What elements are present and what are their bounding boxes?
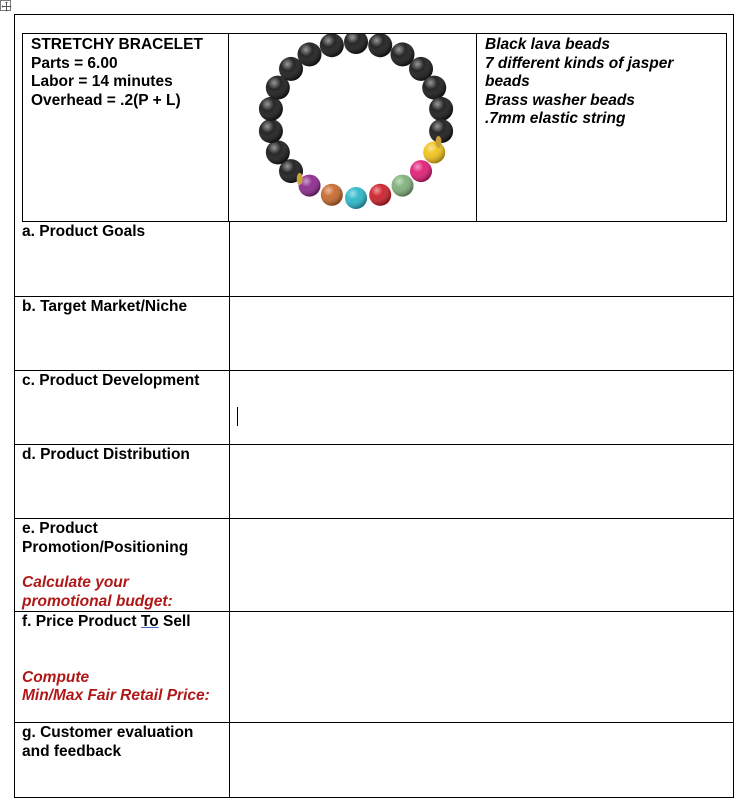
product-name: STRETCHY BRACELET — [31, 36, 203, 53]
material-item: Black lava beads — [485, 36, 610, 53]
labor-time: Labor = 14 minutes — [31, 73, 173, 91]
bead-highlight — [410, 160, 432, 182]
bead-highlight — [345, 187, 367, 209]
brass-washer-bead — [436, 136, 442, 148]
table-row-price-product — [14, 612, 734, 723]
bead-highlight — [423, 141, 445, 163]
table-row-product-goals — [14, 222, 734, 297]
bead-highlight — [429, 97, 453, 121]
table-row-product-distribution — [14, 445, 734, 519]
bead-highlight — [320, 34, 344, 57]
bead-highlight — [369, 184, 391, 206]
row-label-line-2: Promotion/Positioning — [22, 538, 189, 556]
bracelet-image — [229, 34, 476, 221]
bead-highlight — [368, 34, 392, 57]
product-distribution-input-cell[interactable] — [230, 445, 734, 518]
label-cell[interactable] — [14, 519, 230, 611]
bead-highlight — [298, 42, 322, 66]
retail-price-note-line-2: Min/Max Fair Retail Price: — [22, 687, 210, 705]
table-row-customer-evaluation — [14, 723, 734, 798]
label-cell[interactable] — [14, 612, 230, 722]
bead-highlight — [266, 140, 290, 164]
promo-budget-note-line-2: promotional budget: — [22, 592, 173, 610]
price-product-input-cell[interactable] — [230, 612, 734, 722]
product-promotion-input-cell[interactable] — [230, 519, 734, 611]
bead-highlight — [392, 175, 414, 197]
bead-highlight — [422, 76, 446, 100]
bead-highlight — [321, 184, 343, 206]
row-label: d. Product Distribution — [22, 446, 190, 463]
row-label: c. Product Development — [22, 372, 200, 389]
product-development-input-cell[interactable] — [230, 371, 734, 444]
table-move-handle-icon[interactable] — [0, 0, 11, 11]
row-label: a. Product Goals — [22, 223, 146, 240]
bead-highlight — [259, 97, 283, 121]
product-photo-cell[interactable] — [229, 34, 477, 221]
label-cell[interactable] — [14, 297, 230, 370]
row-label-line-2: and feedback — [22, 742, 122, 760]
bead-highlight — [259, 119, 283, 143]
product-specs-cell[interactable] — [23, 34, 229, 221]
product-goals-input-cell[interactable] — [230, 222, 734, 296]
row-label: b. Target Market/Niche — [22, 298, 188, 315]
material-item: 7 different kinds of jasper beads — [485, 54, 674, 91]
parts-cost: Parts = 6.00 — [31, 54, 118, 72]
row-label-line-1: e. Product — [22, 520, 98, 537]
bead-highlight — [344, 34, 368, 54]
table-row-target-market — [14, 297, 734, 371]
table-row-product-promotion — [14, 519, 734, 612]
product-header-table — [22, 33, 727, 222]
retail-price-note-line-1: Compute — [22, 668, 90, 686]
material-item: .7mm elastic string — [485, 110, 626, 128]
table-row-product-development — [14, 371, 734, 445]
row-label-line-1: g. Customer evaluation — [22, 724, 194, 741]
material-item: Brass washer beads — [485, 91, 635, 109]
brass-washer-bead — [297, 173, 303, 185]
target-market-input-cell[interactable] — [230, 297, 734, 370]
overhead-formula: Overhead = .2(P + L) — [31, 91, 181, 109]
label-cell[interactable] — [14, 723, 230, 797]
materials-cell[interactable] — [477, 34, 726, 221]
label-cell[interactable] — [14, 445, 230, 518]
label-cell[interactable] — [14, 222, 230, 296]
row-label: f. Price Product To Sell — [22, 613, 191, 630]
promo-budget-note-line-1: Calculate your — [22, 574, 129, 592]
customer-evaluation-input-cell[interactable] — [230, 723, 734, 797]
label-cell[interactable] — [14, 371, 230, 444]
text-cursor — [237, 407, 238, 426]
